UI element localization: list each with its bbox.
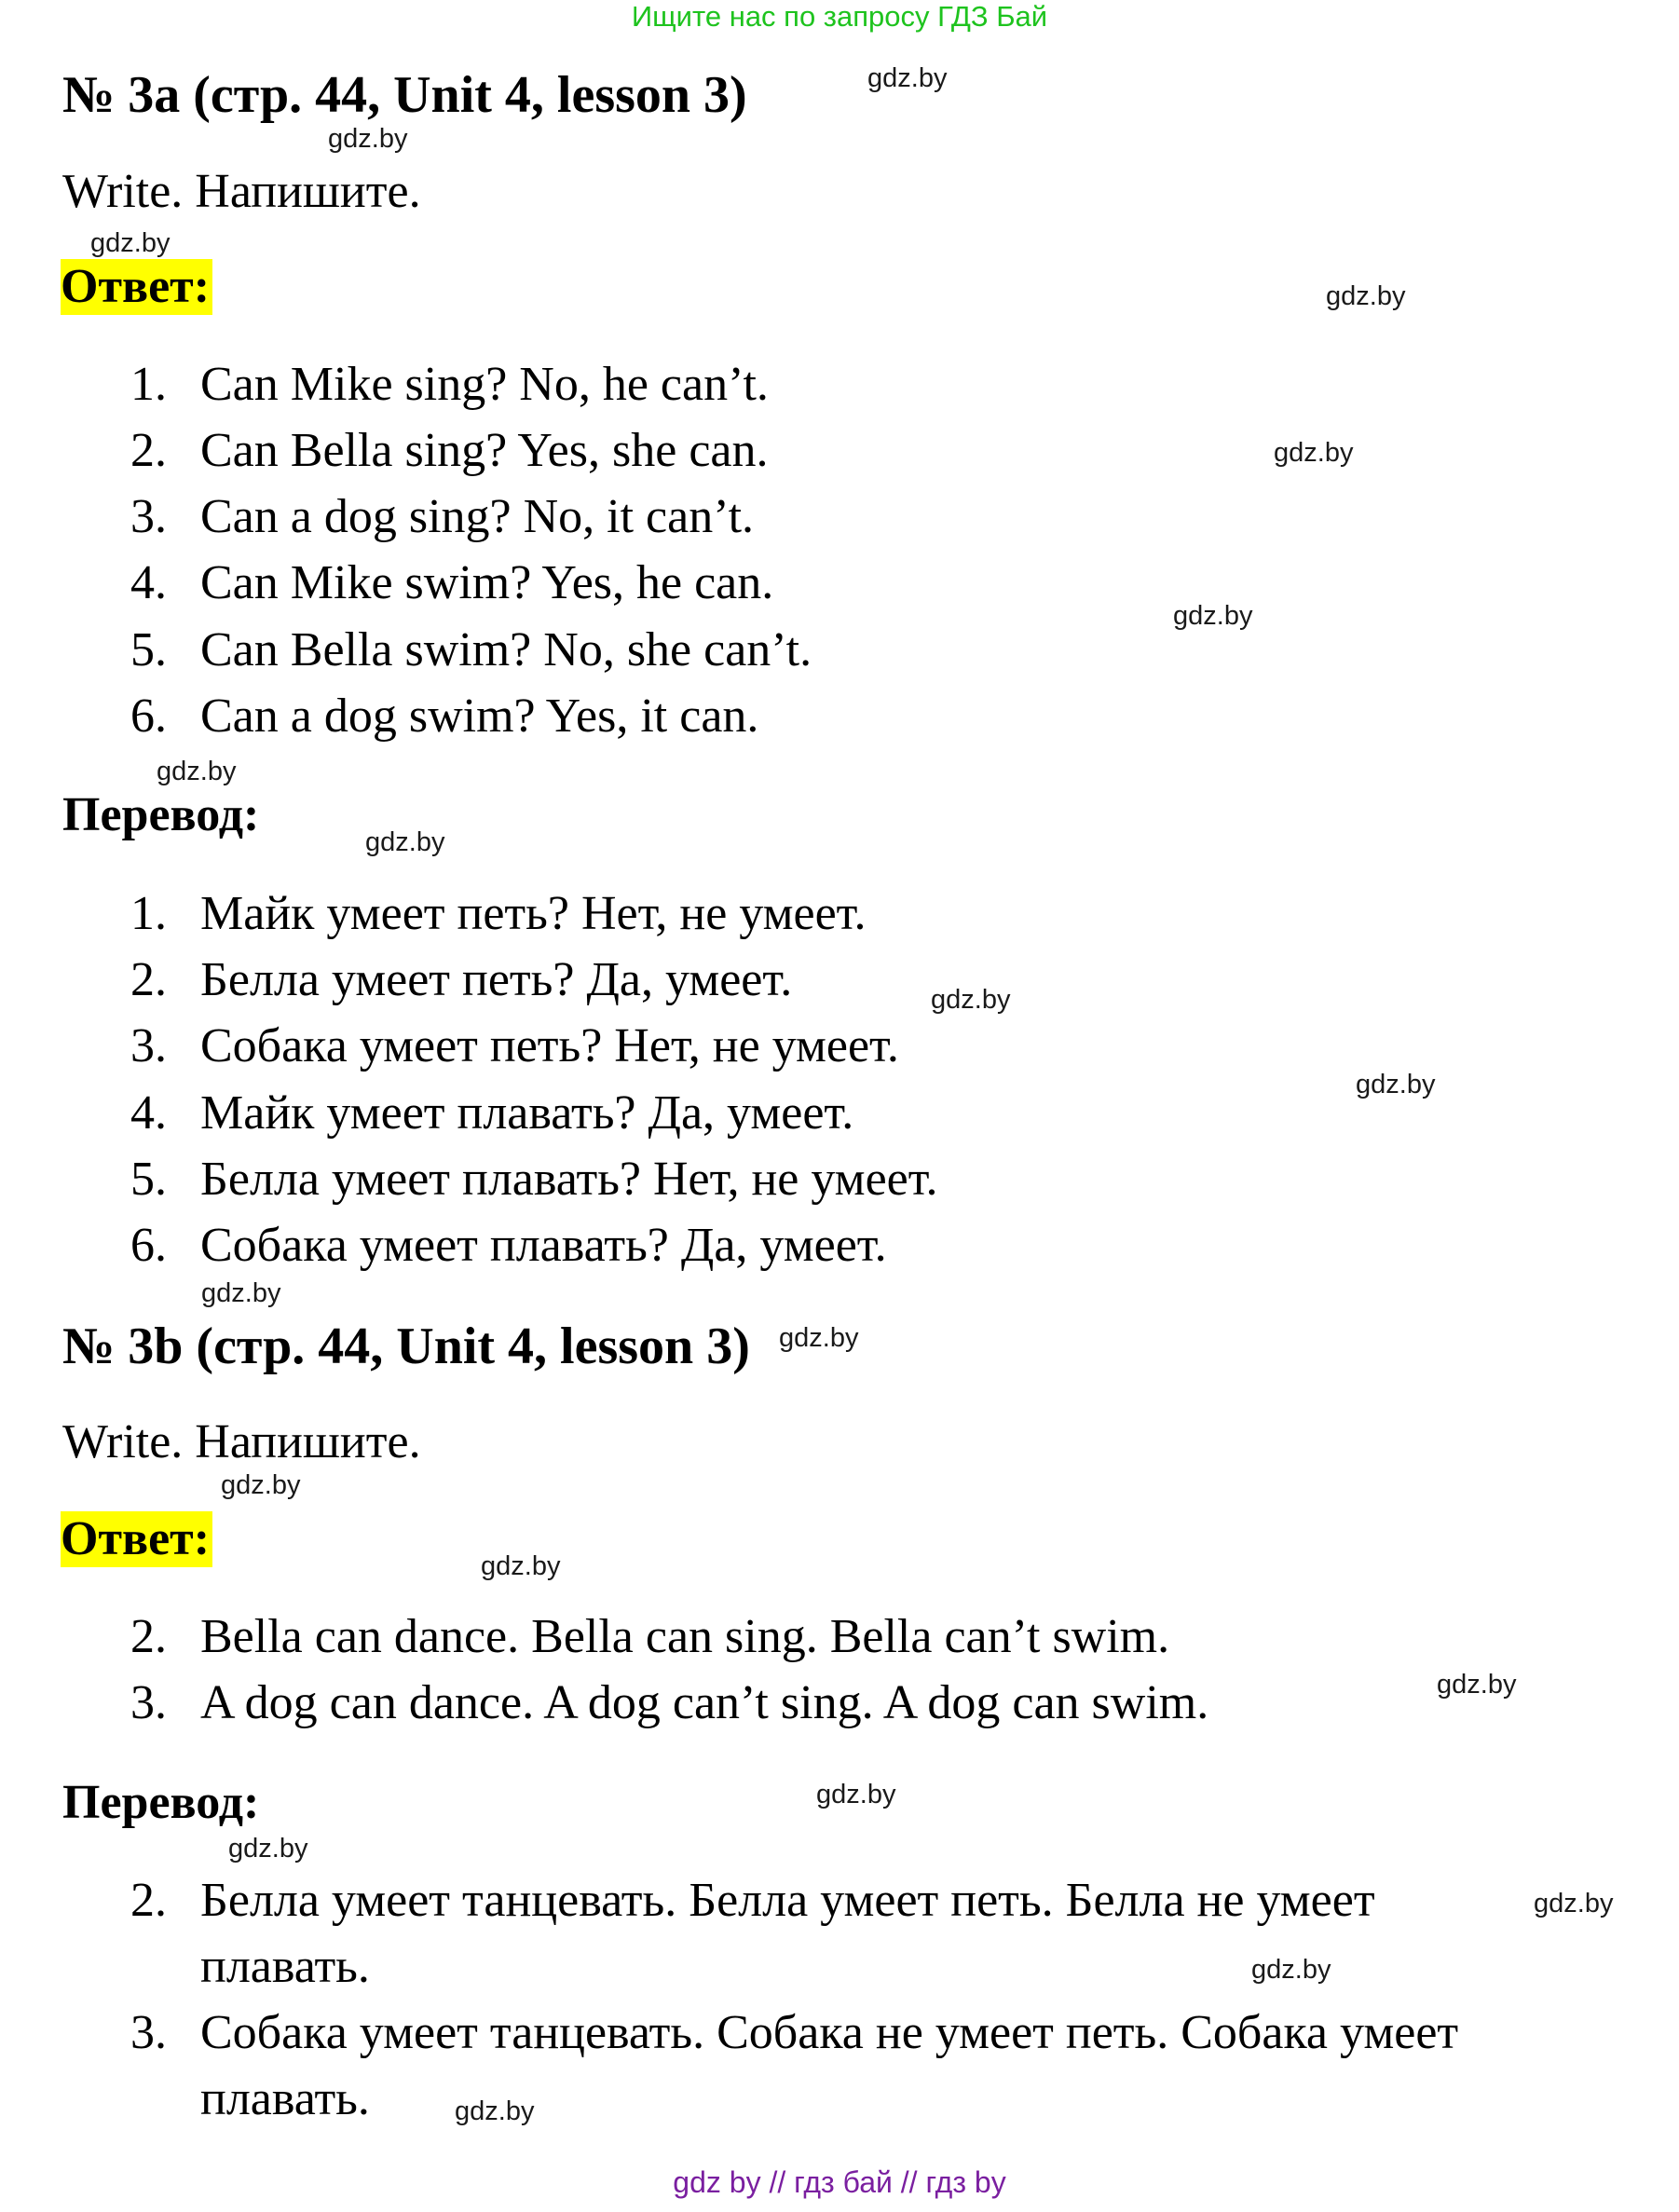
watermark: gdz.by [1251, 1955, 1331, 1985]
item-number: 3. [130, 1676, 167, 1729]
item-number: 2. [130, 1610, 167, 1663]
exercise-3b-heading: № 3b (стр. 44, Unit 4, lesson 3) [62, 1318, 750, 1375]
watermark: gdz.by [201, 1278, 281, 1308]
item-text: Майк умеет плавать? Да, умеет. [200, 1086, 854, 1140]
item-number: 6. [130, 1219, 167, 1272]
item-number: 4. [130, 556, 167, 609]
watermark: gdz.by [90, 228, 171, 258]
item-text: Can a dog sing? No, it can’t. [200, 490, 755, 543]
item-number: 2. [130, 424, 167, 477]
watermark: gdz.by [816, 1780, 896, 1809]
watermark: gdz.by [365, 827, 445, 857]
item-number: 2. [130, 1874, 167, 1927]
watermark: gdz.by [157, 757, 237, 786]
footer-links[interactable]: gdz by // гдз бай // гдз by [673, 2165, 1006, 2199]
exercise-3a-answer-label: Ответ: [61, 259, 212, 315]
exercise-3b-answer-label: Ответ: [61, 1511, 212, 1567]
item-text: Bella can dance. Bella can sing. Bella can’t swim. [200, 1610, 1170, 1663]
watermark: gdz.by [867, 63, 948, 93]
watermark: gdz.by [1326, 281, 1406, 311]
item-number: 1. [130, 887, 167, 940]
item-text: Белла умеет петь? Да, умеет. [200, 953, 793, 1006]
watermark: gdz.by [1356, 1070, 1436, 1099]
item-number: 1. [130, 358, 167, 411]
item-number: 3. [130, 2006, 167, 2059]
item-number: 3. [130, 490, 167, 543]
watermark: gdz.by [328, 124, 408, 154]
watermark: gdz.by [221, 1470, 301, 1500]
watermark: gdz.by [455, 2096, 535, 2126]
watermark: gdz.by [931, 985, 1011, 1015]
item-text: Can Bella swim? No, she can’t. [200, 623, 812, 676]
watermark: gdz.by [481, 1551, 561, 1581]
item-text: A dog can dance. A dog can’t sing. A dog can swim. [200, 1676, 1209, 1729]
item-text: Can Mike swim? Yes, he can. [200, 556, 774, 609]
exercise-3a-translation-label: Перевод: [62, 788, 260, 841]
item-text: Белла умеет плавать? Нет, не умеет. [200, 1153, 938, 1206]
item-text: Белла умеет танцевать. Белла умеет петь. Белла не умеет [200, 1874, 1375, 1927]
item-number: 5. [130, 1153, 167, 1206]
item-number: 4. [130, 1086, 167, 1140]
item-text: плавать. [200, 1940, 370, 1993]
site-banner[interactable]: Ищите нас по запросу ГДЗ Бай [631, 0, 1048, 33]
item-text: Майк умеет петь? Нет, не умеет. [200, 887, 867, 940]
item-text: Собака умеет танцевать. Собака не умеет петь. Собака умеет [200, 2006, 1459, 2059]
exercise-3a-instruction: Write. Напишите. [62, 165, 421, 218]
exercise-3a-heading: № 3a (стр. 44, Unit 4, lesson 3) [62, 66, 747, 124]
exercise-3b-translation-label: Перевод: [62, 1776, 260, 1829]
item-text: Can Bella sing? Yes, she can. [200, 424, 769, 477]
item-text: Собака умеет плавать? Да, умеет. [200, 1219, 887, 1272]
item-text: плавать. [200, 2072, 370, 2125]
watermark: gdz.by [1274, 438, 1354, 468]
watermark: gdz.by [779, 1323, 859, 1353]
watermark: gdz.by [228, 1834, 308, 1864]
item-text: Собака умеет петь? Нет, не умеет. [200, 1019, 899, 1072]
watermark: gdz.by [1437, 1670, 1517, 1700]
watermark: gdz.by [1173, 601, 1253, 631]
item-number: 5. [130, 623, 167, 676]
item-text: Can a dog swim? Yes, it can. [200, 690, 759, 743]
item-number: 2. [130, 953, 167, 1006]
watermark: gdz.by [1534, 1889, 1614, 1918]
exercise-3b-instruction: Write. Напишите. [62, 1415, 421, 1468]
item-number: 6. [130, 690, 167, 743]
item-number: 3. [130, 1019, 167, 1072]
item-text: Can Mike sing? No, he can’t. [200, 358, 769, 411]
